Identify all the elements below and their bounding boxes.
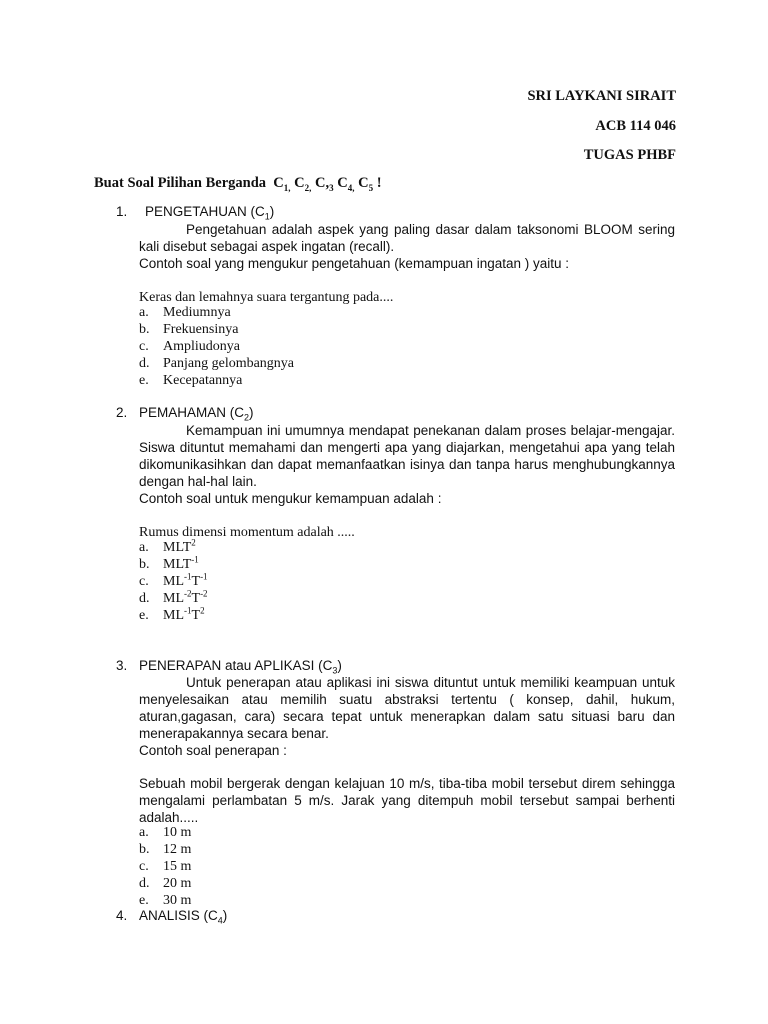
title-level: $C_{1,}$ $C_{2,}$ $C,_3$ $C_{4,}$ $C_5$ ! (273, 175, 382, 193)
option-item: c. Ampliudonya (139, 339, 240, 354)
example-intro: Contoh soal yang mengukur pengetahuan (kemampuan ingatan ) yaitu : (139, 256, 570, 271)
section-title: PEMAHAMAN $(C_2)$ (139, 405, 254, 423)
options-list (0, 825, 768, 910)
example-intro: Contoh soal untuk mengukur kemampuan adalah : (139, 491, 442, 506)
option-item: e. Kecepatannya (139, 373, 243, 388)
section-title: ANALISIS $(C_4)$ (139, 908, 228, 926)
section-paragraph: Kemampuan ini umumnya mendapat penekanan dalam proses belajar-mengajar. Siswa dituntut memahami dan mengerti apa yang diajarkan, mengetahui apa yang telah dikomunikasihkan dan dapat memanfaatkan isinya dan tanpa harus menghubungkannya dengan hal-hal lain. (139, 423, 675, 489)
options-list (0, 305, 768, 390)
section-number: 3. (116, 658, 128, 673)
option-item: a. 10 m (139, 825, 192, 840)
page-title (94, 175, 382, 192)
title-text: Buat Soal Pilihan Berganda (94, 175, 267, 191)
assignment-title: TUGAS PHBF (583, 147, 676, 163)
author-name: SRI LAYKANI SIRAIT (527, 88, 676, 104)
option-item: b. $MLT^{-1}$ (139, 554, 199, 572)
option-item: c. $ML^{-1}T^{-1}$ (139, 571, 208, 589)
option-item: a. Mediumnya (139, 305, 231, 320)
section-paragraph: Pengetahuan adalah aspek yang paling dasar dalam taksonomi BLOOM sering kali disebut sebagai aspek ingatan (recall). (139, 222, 675, 254)
question-text: Sebuah mobil bergerak dengan kelajuan 10 m/s, tiba-tiba mobil tersebut direm sehingga mengalami perlambatan 5 m/s. Jarak yang ditempuh mobil tersebut sampai berhenti adalah..... (139, 776, 675, 825)
option-item: e. $ML^{-1}T^2$ (139, 605, 205, 623)
option-item: b. Frekuensinya (139, 322, 239, 337)
section-title: PENGETAHUAN $(C_1)$ (145, 204, 275, 222)
option-item: c. 15 m (139, 859, 192, 874)
options-list (0, 537, 768, 625)
student-id: ACB 114 046 (595, 118, 676, 134)
example-intro: Contoh soal penerapan : (139, 743, 287, 758)
question-text: Rumus dimensi momentum adalah ..... (139, 525, 355, 540)
section-number: 1. (116, 204, 128, 219)
option-item: b. 12 m (139, 842, 192, 857)
section-number: 4. (116, 908, 128, 923)
section-paragraph: Untuk penerapan atau aplikasi ini siswa dituntut untuk memiliki keampuan untuk menyelesaikan atau memilih suatu abstraksi tertentu ( konsep, dahil, hukum, aturan,gagasan, cara) secara tepat untuk menerapkan dalam satu situasi baru dan menerapakannya secara benar. (139, 675, 675, 741)
option-item: d. Panjang gelombangnya (139, 356, 295, 371)
section-title: PENERAPAN atau APLIKASI $(C_3)$ (139, 658, 342, 676)
option-item: e. 30 m (139, 893, 192, 908)
option-item: d. 20 m (139, 876, 192, 891)
question-text: Keras dan lemahnya suara tergantung pada.... (139, 290, 394, 305)
section-number: 2. (116, 405, 128, 420)
option-item: a. MLT$^2$ (139, 537, 196, 555)
option-item: d. $ML^{-2}T^{-2}$ (139, 588, 208, 606)
